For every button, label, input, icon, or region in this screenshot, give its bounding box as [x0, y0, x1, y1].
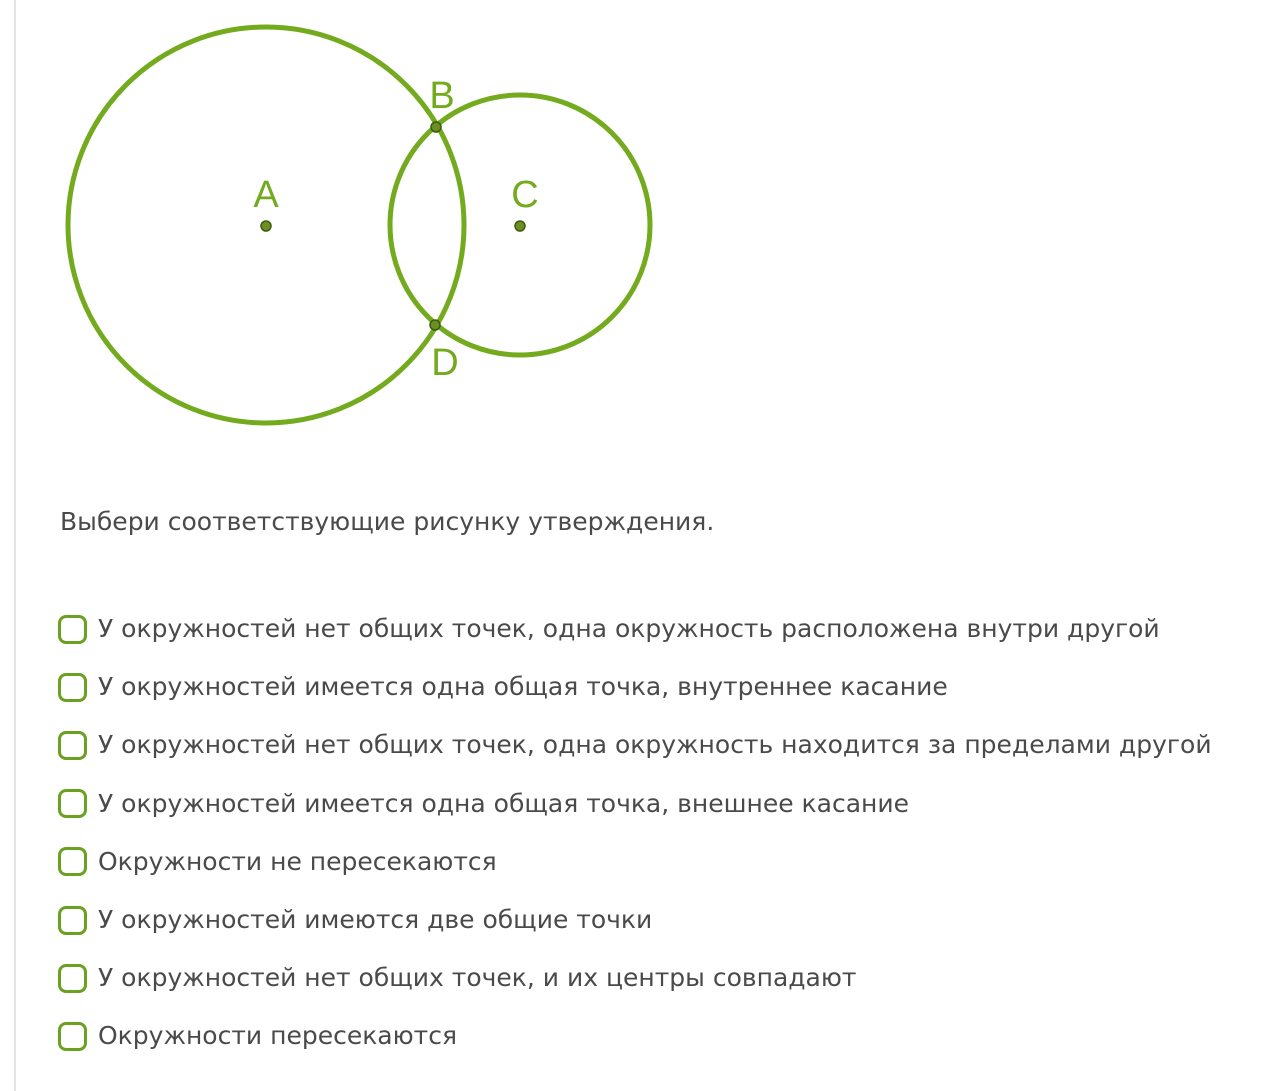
option-label: У окружностей нет общих точек, и их центры совпадают [98, 963, 857, 993]
label-c: C [511, 174, 539, 216]
option-item[interactable] [58, 891, 1268, 949]
options-list [58, 600, 1268, 1066]
checkbox[interactable] [58, 789, 87, 818]
label-b: B [429, 75, 455, 117]
point-d [430, 320, 440, 330]
option-item[interactable] [58, 949, 1268, 1007]
checkbox[interactable] [58, 615, 87, 644]
option-label: У окружностей нет общих точек, одна окружность расположена внутри другой [98, 614, 1160, 644]
checkbox[interactable] [58, 731, 87, 760]
checkbox[interactable] [58, 906, 87, 935]
checkbox[interactable] [58, 673, 87, 702]
option-item[interactable] [58, 600, 1268, 658]
option-label: Окружности не пересекаются [98, 846, 497, 876]
option-item[interactable] [58, 1007, 1268, 1065]
checkbox[interactable] [58, 847, 87, 876]
option-label: У окружностей нет общих точек, одна окружность находится за пределами другой [98, 730, 1212, 760]
option-label: У окружностей имеется одна общая точка, внутреннее касание [98, 672, 948, 702]
checkbox[interactable] [58, 964, 87, 993]
option-label: У окружностей имеются две общие точки [98, 905, 653, 935]
label-d: D [431, 342, 459, 384]
option-item[interactable] [58, 833, 1268, 891]
option-item[interactable] [58, 775, 1268, 833]
point-c [515, 221, 525, 231]
label-a: A [253, 174, 279, 216]
question-prompt: Выбери соответствующие рисунку утверждения. [60, 507, 715, 536]
option-item[interactable] [58, 716, 1268, 774]
option-label: Окружности пересекаются [98, 1021, 458, 1051]
point-b [431, 122, 441, 132]
option-item[interactable] [58, 658, 1268, 716]
checkbox[interactable] [58, 1022, 87, 1051]
point-a [261, 221, 271, 231]
circles-figure [0, 0, 700, 450]
option-label: У окружностей имеется одна общая точка, внешнее касание [98, 788, 909, 818]
